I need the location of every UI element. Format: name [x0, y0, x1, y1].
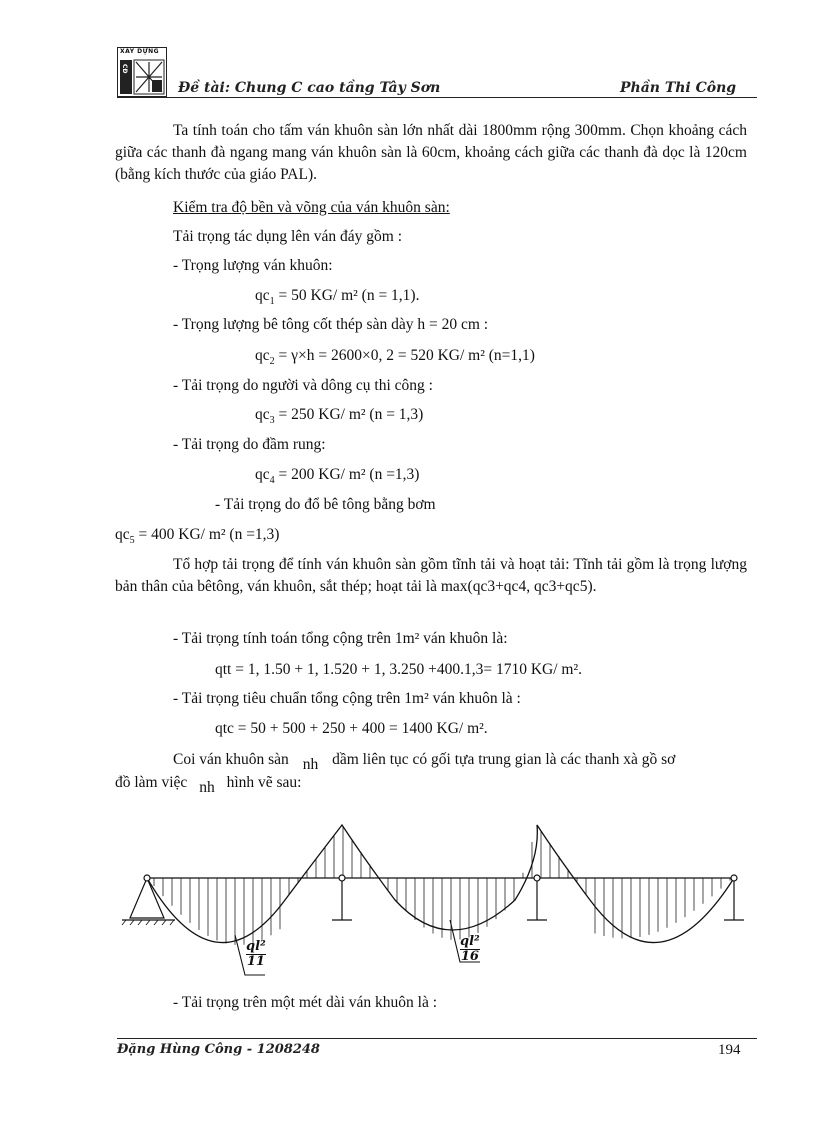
paragraph-intro: Ta tính toán cho tấm ván khuôn sàn lớn nhất dài 1800mm rộng 300mm. Chọn khoảng cách giữa các thanh đà ngang mang ván khuôn sàn là 60cm, khoảng cách giữa các thanh đà dọc là 120cm (bằng kích thước của giáo PAL).	[115, 122, 747, 183]
header-rule	[117, 97, 757, 98]
loads-intro: Tải trọng tác dụng lên ván đáy gồm :	[173, 228, 402, 245]
formula-qc5-sub: 5	[129, 535, 135, 547]
model-text-a: Coi ván khuôn sàn	[173, 751, 289, 768]
header-title: Đề tài: Chung C cao tầng Tây Sơn	[178, 80, 441, 96]
model-nh-2: nh	[199, 779, 215, 796]
formula-qc2-base: qc	[255, 347, 270, 364]
load-item-formwork: - Trọng lượng ván khuôn:	[173, 257, 333, 274]
load-item-pumping: - Tải trọng do đổ bê tông bằng bơm	[215, 496, 436, 513]
formula-qc3-sub: 3	[269, 415, 275, 427]
footer-rule	[117, 1038, 757, 1039]
page-number: 194	[718, 1042, 741, 1058]
formula-qc4-sub: 4	[269, 475, 275, 487]
header-section: Phần Thi Công	[620, 80, 737, 96]
formula-qc3	[255, 404, 423, 432]
model-nh-1: nh	[302, 756, 319, 773]
formula-qc1-sub: 1	[269, 296, 275, 308]
formula-qc1-base: qc	[255, 287, 270, 304]
moment-diagram	[120, 820, 750, 980]
header-logo	[117, 47, 167, 97]
model-text-d: hình vẽ sau:	[226, 774, 302, 791]
formula-qc5	[115, 524, 279, 552]
section-heading: Kiểm tra độ bền và võng của ván khuôn sàn:	[173, 199, 450, 216]
formula-qc5-base: qc	[115, 526, 130, 543]
paragraph-model-line2	[115, 772, 301, 794]
model-text-b: dầm liên tục có gối tựa trung gian là các thanh xà gồ sơ	[332, 751, 676, 768]
load-item-design-total: - Tải trọng tính toán tổng cộng trên 1m² ván khuôn là:	[173, 630, 508, 647]
load-item-vibration: - Tải trọng do đầm rung:	[173, 436, 326, 453]
formula-qc2-sub: 2	[269, 356, 275, 368]
paragraph-combination: Tổ hợp tải trọng để tính ván khuôn sàn gồm tĩnh tải và hoạt tải: Tĩnh tải gồm là trọng lượng bản thân của bêtông, ván khuôn, sắt thép; hoạt tải là max(qc3+qc4, qc3+qc5).	[115, 556, 747, 595]
moment-label-mid-span	[460, 935, 480, 964]
formula-qc3-base: qc	[255, 406, 270, 423]
logo-text: XÂY DỰNG	[120, 48, 160, 55]
paragraph-model-line1	[173, 749, 675, 771]
formula-qc5-rest: = 400 KG/ m² (n =1,3)	[134, 526, 280, 543]
moment-label-2-denominator: 16	[460, 949, 479, 964]
load-item-standard-total: - Tải trọng tiêu chuẩn tổng cộng trên 1m² ván khuôn là :	[173, 690, 521, 707]
formula-qc1-rest: = 50 KG/ m² (n = 1,1).	[274, 287, 420, 304]
moment-label-1-denominator: 11	[246, 954, 265, 969]
diagram-hatch	[154, 826, 730, 944]
load-item-concrete: - Trọng lượng bê tông cốt thép sàn dày h = 20 cm :	[173, 316, 489, 333]
formula-qc2	[255, 345, 535, 373]
footer-author: Đặng Hùng Công - 1208248	[117, 1042, 320, 1057]
formula-qc4	[255, 464, 419, 492]
moment-label-end-span	[246, 940, 266, 969]
formula-qtt: qtt = 1, 1.50 + 1, 1.520 + 1, 3.250 +400.1,3= 1710 KG/ m².	[215, 661, 582, 678]
model-text-c: đồ làm việc	[115, 774, 188, 791]
formula-qc2-rest: = γ×h = 2600×0, 2 = 520 KG/ m² (n=1,1)	[274, 347, 535, 364]
moment-label-1-numerator: ql²	[246, 939, 266, 954]
formula-qc4-rest: = 200 KG/ m² (n =1,3)	[274, 466, 420, 483]
moment-label-2-numerator: ql²	[460, 934, 480, 949]
logo-side-text: CĐ	[121, 64, 128, 74]
formula-qc3-rest: = 250 KG/ m² (n = 1,3)	[274, 406, 424, 423]
formula-qc1	[255, 285, 419, 313]
formula-qtc: qtc = 50 + 500 + 250 + 400 = 1400 KG/ m².	[215, 720, 488, 737]
formula-qc4-base: qc	[255, 466, 270, 483]
line-load-heading: - Tải trọng trên một mét dài ván khuôn là :	[173, 994, 438, 1011]
load-item-workers: - Tải trọng do người và dông cụ thi công :	[173, 377, 433, 394]
